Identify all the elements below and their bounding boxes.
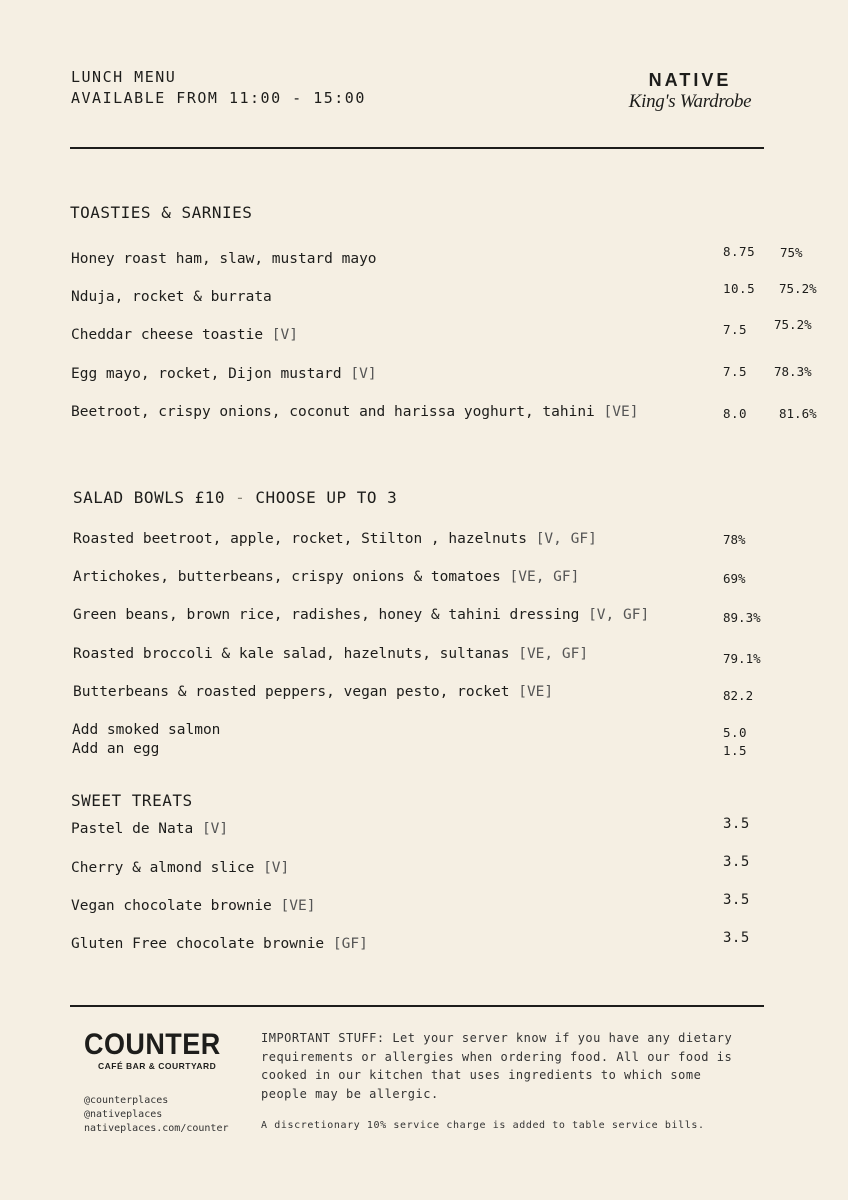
item-name: Vegan chocolate brownie xyxy=(71,898,281,914)
item-name: Roasted broccoli & kale salad, hazelnuts, sultanas xyxy=(73,646,519,662)
menu-item xyxy=(73,607,649,623)
brand-name: NATIVE xyxy=(648,70,732,90)
menu-item xyxy=(71,898,315,914)
counter-logo-text: COUNTER xyxy=(84,1028,221,1061)
dietary-tag: [VE, GF] xyxy=(518,646,589,662)
menu-item xyxy=(71,327,298,343)
item-name: Cheddar cheese toastie xyxy=(71,327,272,343)
addon-price: 1.5 xyxy=(723,743,748,758)
salad-title: SALAD BOWLS £10 xyxy=(73,488,225,507)
item-percent: 78.3% xyxy=(774,364,812,379)
item-price: 3.5 xyxy=(723,892,750,908)
item-price: 8.0 xyxy=(723,406,748,421)
counter-logo xyxy=(84,1028,236,1071)
website-link[interactable]: nativeplaces.com/counter xyxy=(84,1123,229,1134)
section-title-salads xyxy=(73,488,397,507)
item-percent: 81.6% xyxy=(779,406,817,421)
dietary-tag: [VE] xyxy=(518,684,554,700)
item-name: Nduja, rocket & burrata xyxy=(71,289,272,305)
item-percent: 75.2% xyxy=(779,281,817,296)
social-native[interactable]: @nativeplaces xyxy=(84,1109,163,1120)
item-price: 3.5 xyxy=(723,930,750,946)
menu-item xyxy=(71,936,368,952)
item-price: 8.75 xyxy=(723,244,756,259)
dietary-tag: [VE] xyxy=(603,404,639,420)
item-percent: 82.2 xyxy=(723,688,754,703)
notice-line: requirements or allergies when ordering food. All our food is xyxy=(261,1049,733,1064)
counter-logo-subtitle: CAFÉ BAR & COURTYARD xyxy=(98,1061,217,1071)
item-percent: 79.1% xyxy=(723,651,761,666)
item-price: 3.5 xyxy=(723,854,750,870)
dietary-tag: [V] xyxy=(350,366,377,382)
dietary-tag: [V] xyxy=(271,327,298,343)
addon-item: Add an egg xyxy=(72,741,160,757)
item-percent: 69% xyxy=(723,571,746,586)
notice-line: IMPORTANT STUFF: Let your server know if you have any dietary xyxy=(261,1031,733,1045)
social-counter[interactable]: @counterplaces xyxy=(84,1095,169,1106)
menu-item xyxy=(73,684,553,700)
social-links xyxy=(84,1094,229,1136)
item-name: Egg mayo, rocket, Dijon mustard xyxy=(71,366,351,382)
item-price: 7.5 xyxy=(723,322,748,337)
menu-item xyxy=(71,289,272,305)
item-name: Beetroot, crispy onions, coconut and harissa yoghurt, tahini xyxy=(71,404,604,420)
menu-item xyxy=(73,646,588,662)
service-charge-note: A discretionary 10% service charge is added to table service bills. xyxy=(261,1120,705,1131)
item-name: Honey roast ham, slaw, mustard mayo xyxy=(71,251,377,267)
dietary-tag: [GF] xyxy=(332,936,368,952)
dietary-tag: [V] xyxy=(263,860,290,876)
item-percent: 78% xyxy=(723,532,746,547)
menu-item xyxy=(71,860,289,876)
title-separator: - xyxy=(235,488,246,507)
item-name: Butterbeans & roasted peppers, vegan pesto, rocket xyxy=(73,684,519,700)
section-title-sweets: SWEET TREATS xyxy=(71,791,193,810)
item-price: 10.5 xyxy=(723,281,756,296)
dietary-tag: [V, GF] xyxy=(535,531,597,547)
item-name: Pastel de Nata xyxy=(71,821,202,837)
item-price: 3.5 xyxy=(723,816,750,832)
brand-logo xyxy=(608,70,772,113)
item-name: Gluten Free chocolate brownie xyxy=(71,936,333,952)
item-percent: 75.2% xyxy=(774,317,812,332)
menu-title: LUNCH MENU xyxy=(71,68,177,86)
menu-item xyxy=(73,531,597,547)
menu-item xyxy=(71,366,377,382)
item-name: Artichokes, butterbeans, crispy onions & tomatoes xyxy=(73,569,510,585)
dietary-tag: [V] xyxy=(201,821,229,837)
menu-item xyxy=(73,569,579,585)
section-title-toasties: TOASTIES & SARNIES xyxy=(70,203,253,222)
item-percent: 75% xyxy=(780,245,803,260)
dietary-tag: [VE] xyxy=(280,898,316,914)
salad-subtitle: CHOOSE UP TO 3 xyxy=(255,488,398,507)
dietary-tag: [VE, GF] xyxy=(509,569,580,585)
footer-divider xyxy=(70,1005,764,1007)
item-name: Green beans, brown rice, radishes, honey & tahini dressing xyxy=(73,607,589,623)
addon-price: 5.0 xyxy=(723,725,748,740)
menu-item xyxy=(71,821,228,837)
header-divider xyxy=(70,147,764,149)
notice-line: people may be allergic. xyxy=(261,1086,439,1101)
menu-item xyxy=(71,251,377,267)
item-percent: 89.3% xyxy=(723,610,761,625)
dietary-tag: [V, GF] xyxy=(588,607,650,623)
notice-line: cooked in our kitchen that uses ingredients to which some xyxy=(261,1068,702,1082)
availability-text: AVAILABLE FROM 11:00 - 15:00 xyxy=(71,89,366,107)
addon-item: Add smoked salmon xyxy=(72,722,221,738)
item-name: Roasted beetroot, apple, rocket, Stilton , hazelnuts xyxy=(73,531,536,547)
menu-item xyxy=(71,404,638,420)
allergy-notice xyxy=(261,1029,732,1103)
item-price: 7.5 xyxy=(723,364,748,379)
item-name: Cherry & almond slice xyxy=(71,860,264,876)
brand-location: King's Wardrobe xyxy=(628,91,752,112)
